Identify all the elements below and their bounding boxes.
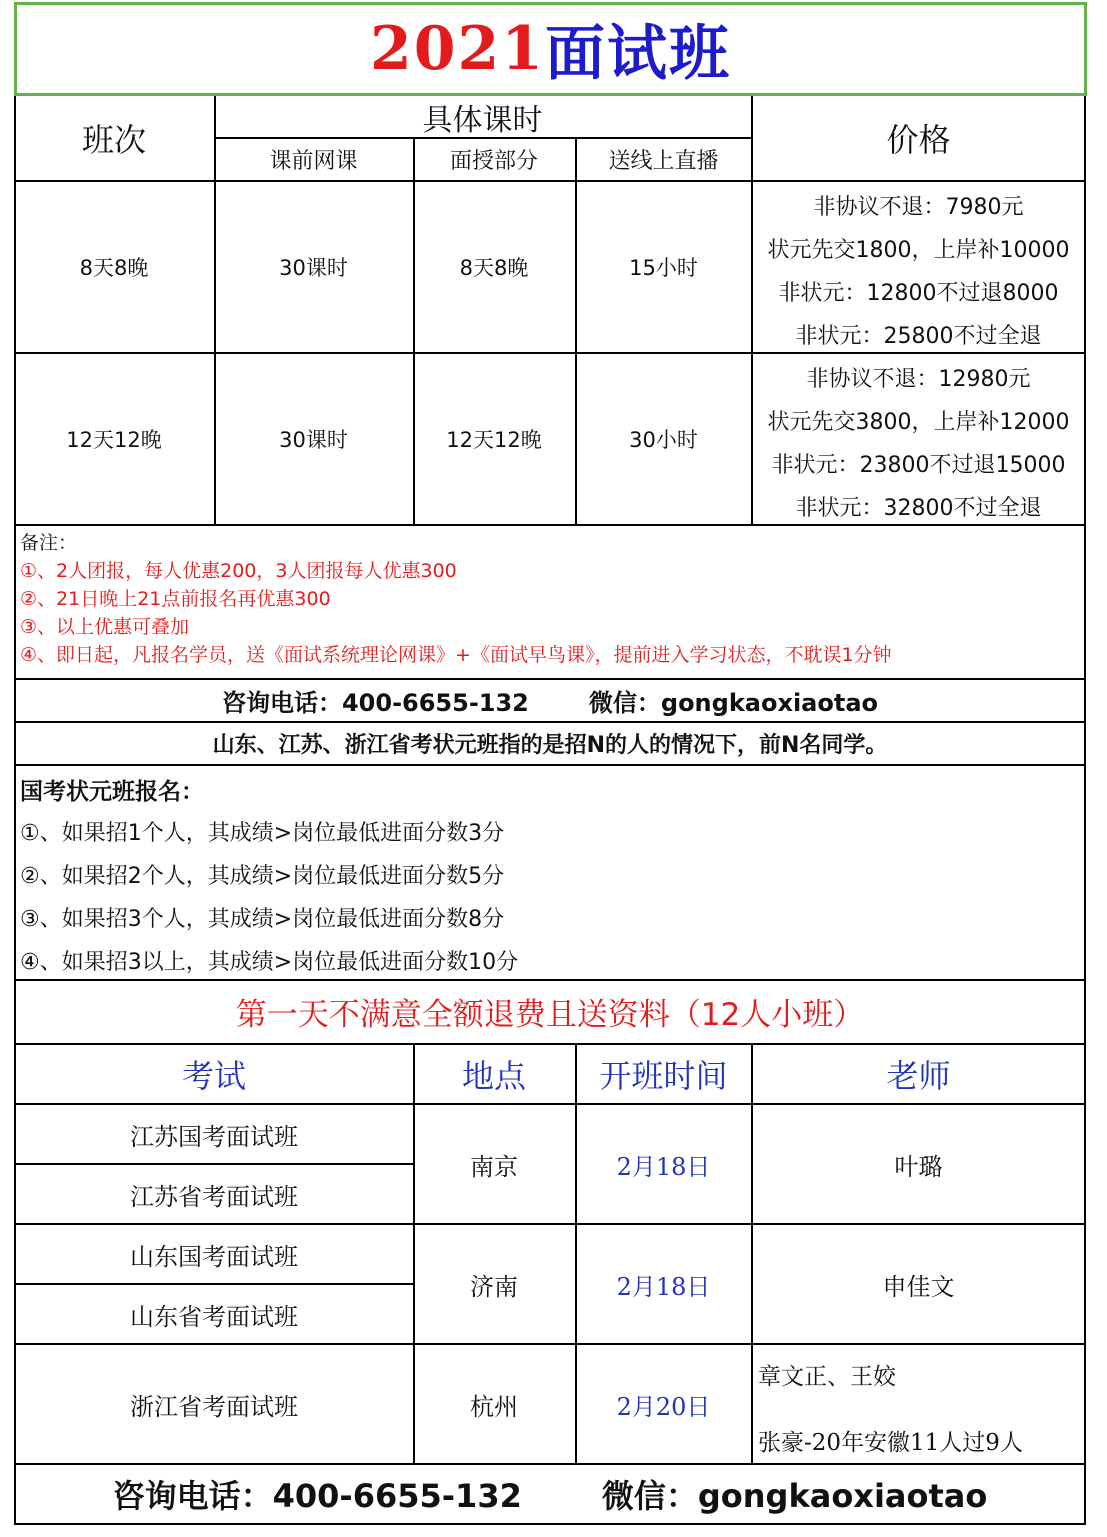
date-cell: 2月18日: [616, 1152, 711, 1181]
row2-price-4: 非状元：32800不过全退: [795, 496, 1042, 521]
exam-cell: 江苏省考面试班: [130, 1182, 298, 1211]
teacher-cell: 申佳文: [882, 1272, 955, 1301]
row1-price-1: 非协议不退：7980元: [813, 195, 1024, 220]
row2-price-1: 非协议不退：12980元: [806, 367, 1031, 392]
contact-phone: 咨询电话：400-6655-132: [221, 688, 529, 717]
schedule-header-date: 开班时间: [599, 1057, 728, 1095]
row2-price-3: 非状元：23800不过退15000: [771, 453, 1066, 478]
refund-banner: 第一天不满意全额退费且送资料（12人小班）: [235, 997, 865, 1033]
footer-phone: 咨询电话：400-6655-132: [112, 1477, 522, 1515]
exam-cell: 山东国考面试班: [130, 1242, 298, 1271]
footer-wechat: 微信：gongkaoxiaotao: [601, 1477, 988, 1515]
note-item: ④、即日起，凡报名学员，送《面试系统理论网课》+《面试早鸟课》，提前进入学习状态，不耽误1分钟: [20, 644, 892, 666]
row2-inperson: 12天12晚: [446, 427, 542, 452]
place-cell: 杭州: [470, 1392, 518, 1421]
header-online: 课前网课: [269, 148, 358, 174]
place-cell: 济南: [470, 1272, 518, 1301]
exam-cell: 浙江省考面试班: [130, 1392, 298, 1421]
header-price: 价格: [886, 121, 951, 159]
header-class: 班次: [81, 121, 146, 159]
page-title: [14, 2, 1087, 96]
date-cell: 2月20日: [616, 1392, 711, 1421]
header-live: 送线上直播: [608, 148, 719, 174]
place-cell: 南京: [470, 1152, 518, 1181]
note-item: ②、21日晚上21点前报名再优惠300: [20, 588, 331, 610]
row1-inperson: 8天8晚: [459, 255, 529, 280]
header-inperson: 面授部分: [449, 148, 538, 174]
row1-class: 8天8晚: [79, 255, 149, 280]
title-year: 2021: [370, 14, 545, 84]
row1-live: 15小时: [629, 255, 698, 280]
province-note: 山东、江苏、浙江省考状元班指的是招N的人的情况下，前N名同学。: [212, 732, 888, 758]
row2-online: 30课时: [279, 427, 348, 452]
teacher-line: 章文正、王姣: [758, 1364, 896, 1390]
date-cell: 2月18日: [616, 1272, 711, 1301]
schedule-header-place: 地点: [461, 1057, 526, 1095]
national-item: ②、如果招2个人，其成绩>岗位最低进面分数5分: [20, 864, 505, 889]
contact-row: [14, 679, 1086, 721]
row1-online: 30课时: [279, 255, 348, 280]
national-heading: 国考状元班报名：: [20, 779, 204, 805]
teacher-line: 张豪-20年安徽11人过9人: [758, 1430, 1023, 1456]
schedule-header-teacher: 老师: [886, 1057, 951, 1095]
footer-contact: [14, 1464, 1086, 1524]
national-item: ③、如果招3个人，其成绩>岗位最低进面分数8分: [20, 907, 505, 932]
header-hours: 具体课时: [422, 103, 543, 138]
row1-price-3: 非状元：12800不过退8000: [778, 281, 1059, 306]
contact-wechat: 微信：gongkaoxiaotao: [588, 688, 879, 717]
row1-price-2: 状元先交1800，上岸补10000: [767, 238, 1070, 263]
row1-price-4: 非状元：25800不过全退: [795, 324, 1042, 349]
exam-cell: 山东省考面试班: [130, 1302, 298, 1331]
national-item: ①、如果招1个人，其成绩>岗位最低进面分数3分: [20, 821, 505, 846]
national-item: ④、如果招3以上，其成绩>岗位最低进面分数10分: [20, 950, 519, 975]
exam-cell: 江苏国考面试班: [130, 1122, 298, 1151]
row2-live: 30小时: [629, 427, 698, 452]
teacher-cell: 叶璐: [894, 1152, 943, 1181]
row2-price-2: 状元先交3800，上岸补12000: [767, 410, 1070, 435]
notes-label: 备注：: [20, 532, 78, 554]
title-name: 面试班: [545, 19, 731, 89]
note-item: ①、2人团报，每人优惠200，3人团报每人优惠300: [20, 560, 457, 582]
schedule-header-exam: 考试: [181, 1057, 246, 1095]
note-item: ③、以上优惠可叠加: [20, 616, 190, 638]
row2-class: 12天12晚: [66, 427, 162, 452]
